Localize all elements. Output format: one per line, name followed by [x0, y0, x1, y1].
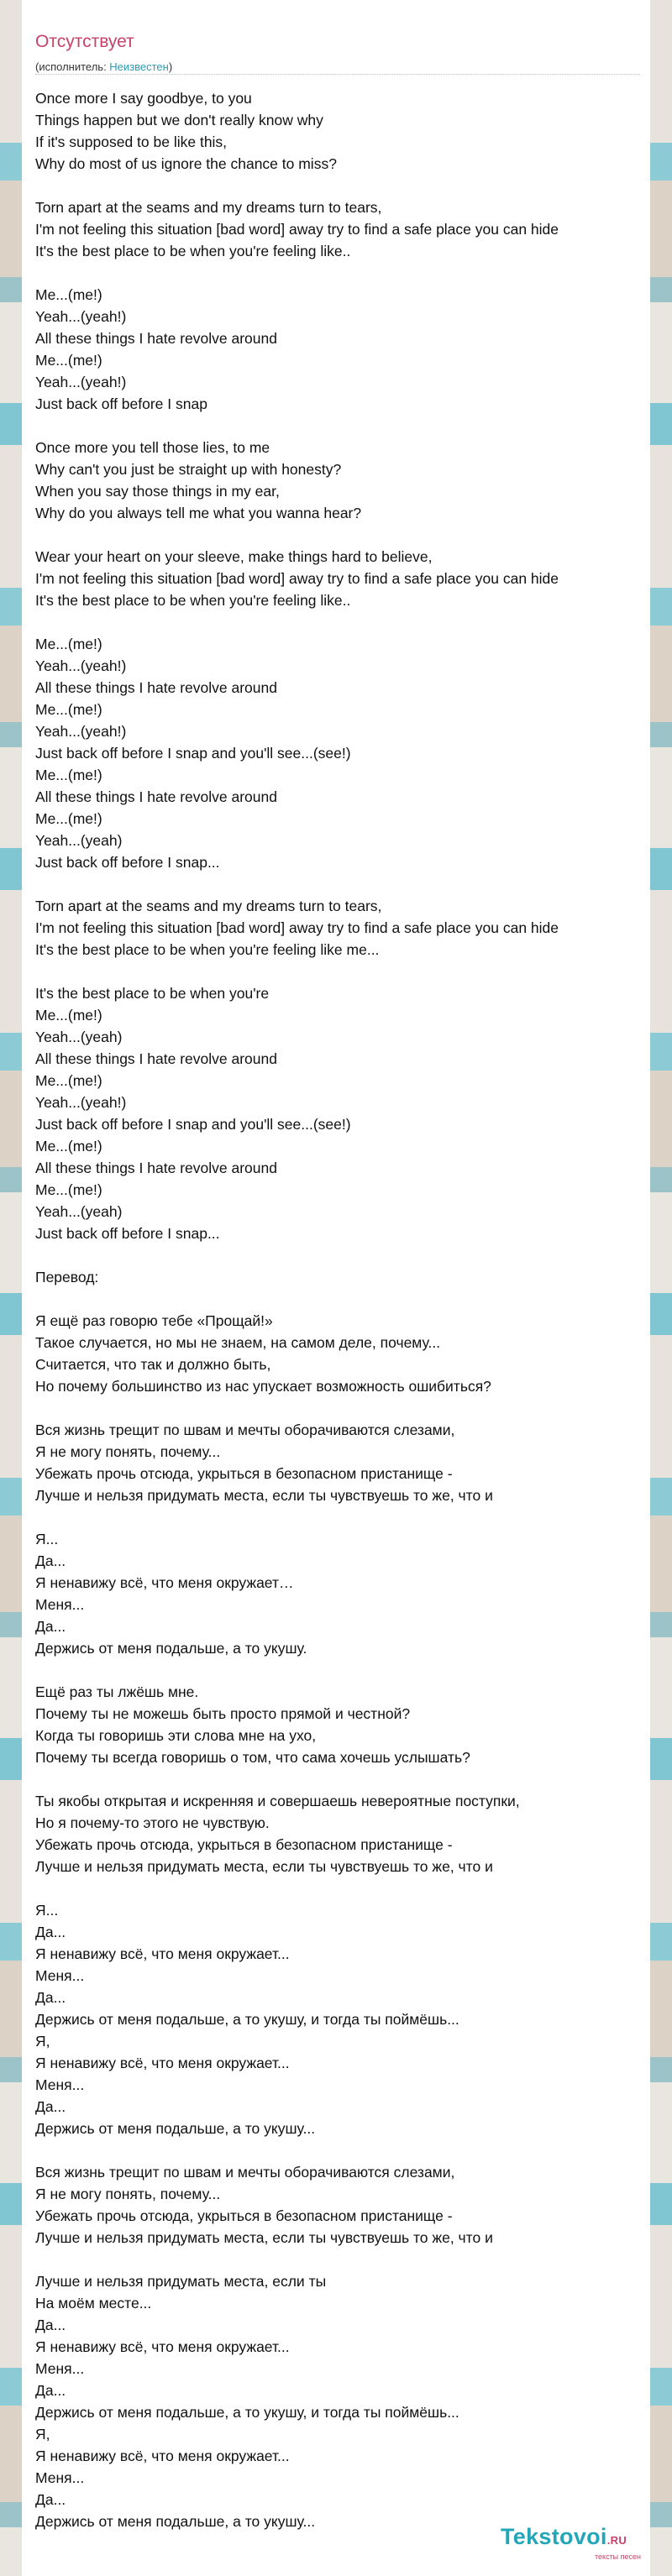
lyric-line: Лучше и нельзя придумать места, если ты чувствуешь то же, что и	[35, 1858, 493, 1875]
lyric-line: All these things I hate revolve around	[35, 788, 277, 805]
lyric-line: Me...(me!)	[35, 1072, 102, 1089]
lyric-line: Да...	[35, 2098, 66, 2115]
lyric-line: Я ненавижу всё, что меня окружает...	[35, 2338, 290, 2355]
lyric-line: Такое случается, но мы не знаем, на самом деле, почему...	[35, 1334, 441, 1351]
artist-prefix: (исполнитель:	[35, 60, 110, 73]
lyric-line: I'm not feeling this situation [bad word] away try to find a safe place you can hide	[35, 919, 559, 936]
lyric-line: Once more you tell those lies, to me	[35, 439, 270, 456]
lyric-line: I'm not feeling this situation [bad word] away try to find a safe place you can hide	[35, 221, 559, 238]
lyric-line: Лучше и нельзя придумать места, если ты чувствуешь то же, что и	[35, 2229, 493, 2246]
lyric-line: Ты якобы открытая и искренняя и совершаешь невероятные поступки,	[35, 1793, 520, 1809]
lyric-line: Things happen but we don't really know why	[35, 112, 323, 128]
lyric-line: Yeah...(yeah!)	[35, 657, 127, 674]
lyric-line: Да...	[35, 2382, 66, 2399]
lyric-line: Считается, что так и должно быть,	[35, 1356, 271, 1373]
lyric-line: Я ненавижу всё, что меня окружает...	[35, 2055, 290, 2071]
lyric-line: Me...(me!)	[35, 1181, 102, 1198]
stanza-gap	[35, 175, 648, 196]
lyric-line: Why do you always tell me what you wanna hear?	[35, 505, 362, 521]
lyric-line: When you say those things in my ear,	[35, 483, 280, 500]
lyric-line: All these things I hate revolve around	[35, 1050, 277, 1067]
lyric-line: Меня...	[35, 2469, 85, 2486]
lyric-line: Me...(me!)	[35, 1138, 102, 1154]
lyric-line: Just back off before I snap and you'll see...(see!)	[35, 745, 351, 762]
lyric-line: Torn apart at the seams and my dreams turn to tears,	[35, 199, 382, 216]
lyric-line: Yeah...(yeah!)	[35, 374, 127, 390]
lyric-line: Me...(me!)	[35, 636, 102, 652]
lyric-line: Я...	[35, 1531, 59, 1547]
lyric-line: Me...(me!)	[35, 701, 102, 718]
lyric-line: Держись от меня подальше, а то укушу, и тогда ты поймёшь...	[35, 2404, 459, 2421]
lyric-line: Once more I say goodbye, to you	[35, 90, 252, 107]
lyric-line: Лучше и нельзя придумать места, если ты чувствуешь то же, что и	[35, 1487, 493, 1504]
lyrics-text	[35, 87, 648, 2532]
lyric-line: Меня...	[35, 1596, 85, 1613]
lyric-line: Я...	[35, 1902, 59, 1919]
lyric-line: Когда ты говоришь эти слова мне на ухо,	[35, 1727, 317, 1744]
stanza-gap	[35, 415, 648, 437]
lyric-line: Почему ты не можешь быть просто прямой и честной?	[35, 1705, 411, 1722]
right-decorative-stripe	[650, 0, 672, 2576]
lyric-line: Убежать прочь отсюда, укрыться в безопасном пристанище -	[35, 1465, 453, 1482]
lyric-line: Меня...	[35, 2360, 85, 2377]
lyric-line: It's the best place to be when you're feeling like me...	[35, 941, 380, 958]
lyric-line: Me...(me!)	[35, 286, 102, 303]
logo-name: Tekstovoi	[501, 2524, 607, 2549]
lyric-line: Я ненавижу всё, что меня окружает...	[35, 2448, 290, 2464]
lyric-line: Да...	[35, 1618, 66, 1635]
lyric-line: Меня...	[35, 1967, 85, 1984]
lyric-line: Перевод:	[35, 1269, 99, 1285]
artist-line	[35, 60, 172, 73]
site-logo[interactable]	[501, 2524, 627, 2550]
stanza-gap	[35, 873, 648, 895]
artist-link[interactable]: Неизвестен	[109, 60, 169, 73]
lyric-line: Yeah...(yeah!)	[35, 308, 127, 325]
title-divider	[35, 74, 640, 75]
lyric-line: Убежать прочь отсюда, укрыться в безопасном пристанище -	[35, 1836, 453, 1853]
lyric-line: Да...	[35, 1552, 66, 1569]
lyric-line: Me...(me!)	[35, 810, 102, 827]
song-title: Отсутствует	[35, 32, 134, 51]
stanza-gap	[35, 2249, 648, 2270]
lyric-line: Убежать прочь отсюда, укрыться в безопасном пристанище -	[35, 2207, 453, 2224]
lyric-line: Я ненавижу всё, что меня окружает...	[35, 1945, 290, 1962]
stanza-gap	[35, 1768, 648, 1790]
lyric-line: Я,	[35, 2033, 50, 2050]
lyric-line: Wear your heart on your sleeve, make things hard to believe,	[35, 548, 433, 565]
lyric-line: Yeah...(yeah)	[35, 1203, 123, 1220]
lyric-line: Вся жизнь трещит по швам и мечты оборачиваются слезами,	[35, 2164, 455, 2181]
lyric-line: All these things I hate revolve around	[35, 330, 277, 347]
lyric-line: Держись от меня подальше, а то укушу...	[35, 2120, 316, 2137]
stanza-gap	[35, 1506, 648, 1528]
lyric-line: Я не могу понять, почему...	[35, 1443, 221, 1460]
lyric-line: All these things I hate revolve around	[35, 1160, 277, 1176]
lyric-line: Yeah...(yeah!)	[35, 723, 127, 740]
lyric-line: Yeah...(yeah)	[35, 1029, 123, 1045]
lyric-line: Just back off before I snap...	[35, 1225, 220, 1242]
lyric-line: Почему ты всегда говоришь о том, что сама хочешь услышать?	[35, 1749, 470, 1766]
lyric-line: Я ещё раз говорю тебе «Прощай!»	[35, 1312, 273, 1329]
lyric-line: Torn apart at the seams and my dreams turn to tears,	[35, 898, 382, 914]
stanza-gap	[35, 961, 648, 982]
lyric-line: Me...(me!)	[35, 1007, 102, 1024]
lyric-line: Держись от меня подальше, а то укушу...	[35, 2513, 316, 2530]
lyric-line: Why can't you just be straight up with honesty?	[35, 461, 342, 478]
stanza-gap	[35, 1877, 648, 1899]
lyric-line: If it's supposed to be like this,	[35, 134, 228, 150]
lyric-line: It's the best place to be when you're feeling like..	[35, 592, 351, 609]
lyric-line: Держись от меня подальше, а то укушу, и тогда ты поймёшь...	[35, 2011, 459, 2028]
lyrics-page	[22, 0, 650, 2576]
lyric-line: Да...	[35, 1989, 66, 2006]
lyric-line: Why do most of us ignore the chance to miss?	[35, 155, 337, 172]
lyric-line: На моём месте...	[35, 2295, 152, 2312]
lyric-line: Я не могу понять, почему...	[35, 2186, 221, 2202]
stanza-gap	[35, 611, 648, 633]
lyric-line: Лучше и нельзя придумать места, если ты	[35, 2273, 327, 2290]
left-decorative-stripe	[0, 0, 22, 2576]
stanza-gap	[35, 1244, 648, 1266]
artist-suffix: )	[168, 60, 173, 73]
stanza-gap	[35, 2139, 648, 2161]
lyric-line: Just back off before I snap	[35, 395, 207, 412]
lyric-line: Just back off before I snap...	[35, 854, 220, 871]
logo-tagline: тексты песен	[595, 2552, 642, 2561]
lyric-line: Но я почему-то этого не чувствую.	[35, 1814, 270, 1831]
lyric-line: Just back off before I snap and you'll see...(see!)	[35, 1116, 351, 1133]
lyric-line: Me...(me!)	[35, 767, 102, 783]
lyric-line: Yeah...(yeah!)	[35, 1094, 127, 1111]
logo-tld: .RU	[606, 2534, 627, 2547]
stanza-gap	[35, 1659, 648, 1681]
lyric-line: Me...(me!)	[35, 352, 102, 369]
lyric-line: Yeah...(yeah)	[35, 832, 123, 849]
stanza-gap	[35, 1288, 648, 1310]
lyric-line: Я,	[35, 2426, 50, 2442]
lyric-line: Держись от меня подальше, а то укушу.	[35, 1640, 307, 1657]
stanza-gap	[35, 262, 648, 284]
lyric-line: Ещё раз ты лжёшь мне.	[35, 1683, 199, 1700]
lyric-line: Да...	[35, 2491, 66, 2508]
lyric-line: Меня...	[35, 2076, 85, 2093]
lyric-line: It's the best place to be when you're	[35, 985, 270, 1002]
lyric-line: Вся жизнь трещит по швам и мечты оборачиваются слезами,	[35, 1422, 455, 1438]
lyric-line: Я ненавижу всё, что меня окружает…	[35, 1574, 294, 1591]
lyric-line: I'm not feeling this situation [bad word] away try to find a safe place you can hide	[35, 570, 559, 587]
lyric-line: It's the best place to be when you're feeling like..	[35, 243, 351, 259]
stanza-gap	[35, 1397, 648, 1419]
lyric-line: Да...	[35, 1924, 66, 1940]
lyric-line: Да...	[35, 2317, 66, 2333]
stanza-gap	[35, 524, 648, 546]
lyric-line: Но почему большинство из нас упускает возможность ошибиться?	[35, 1378, 491, 1395]
lyric-line: All these things I hate revolve around	[35, 679, 277, 696]
